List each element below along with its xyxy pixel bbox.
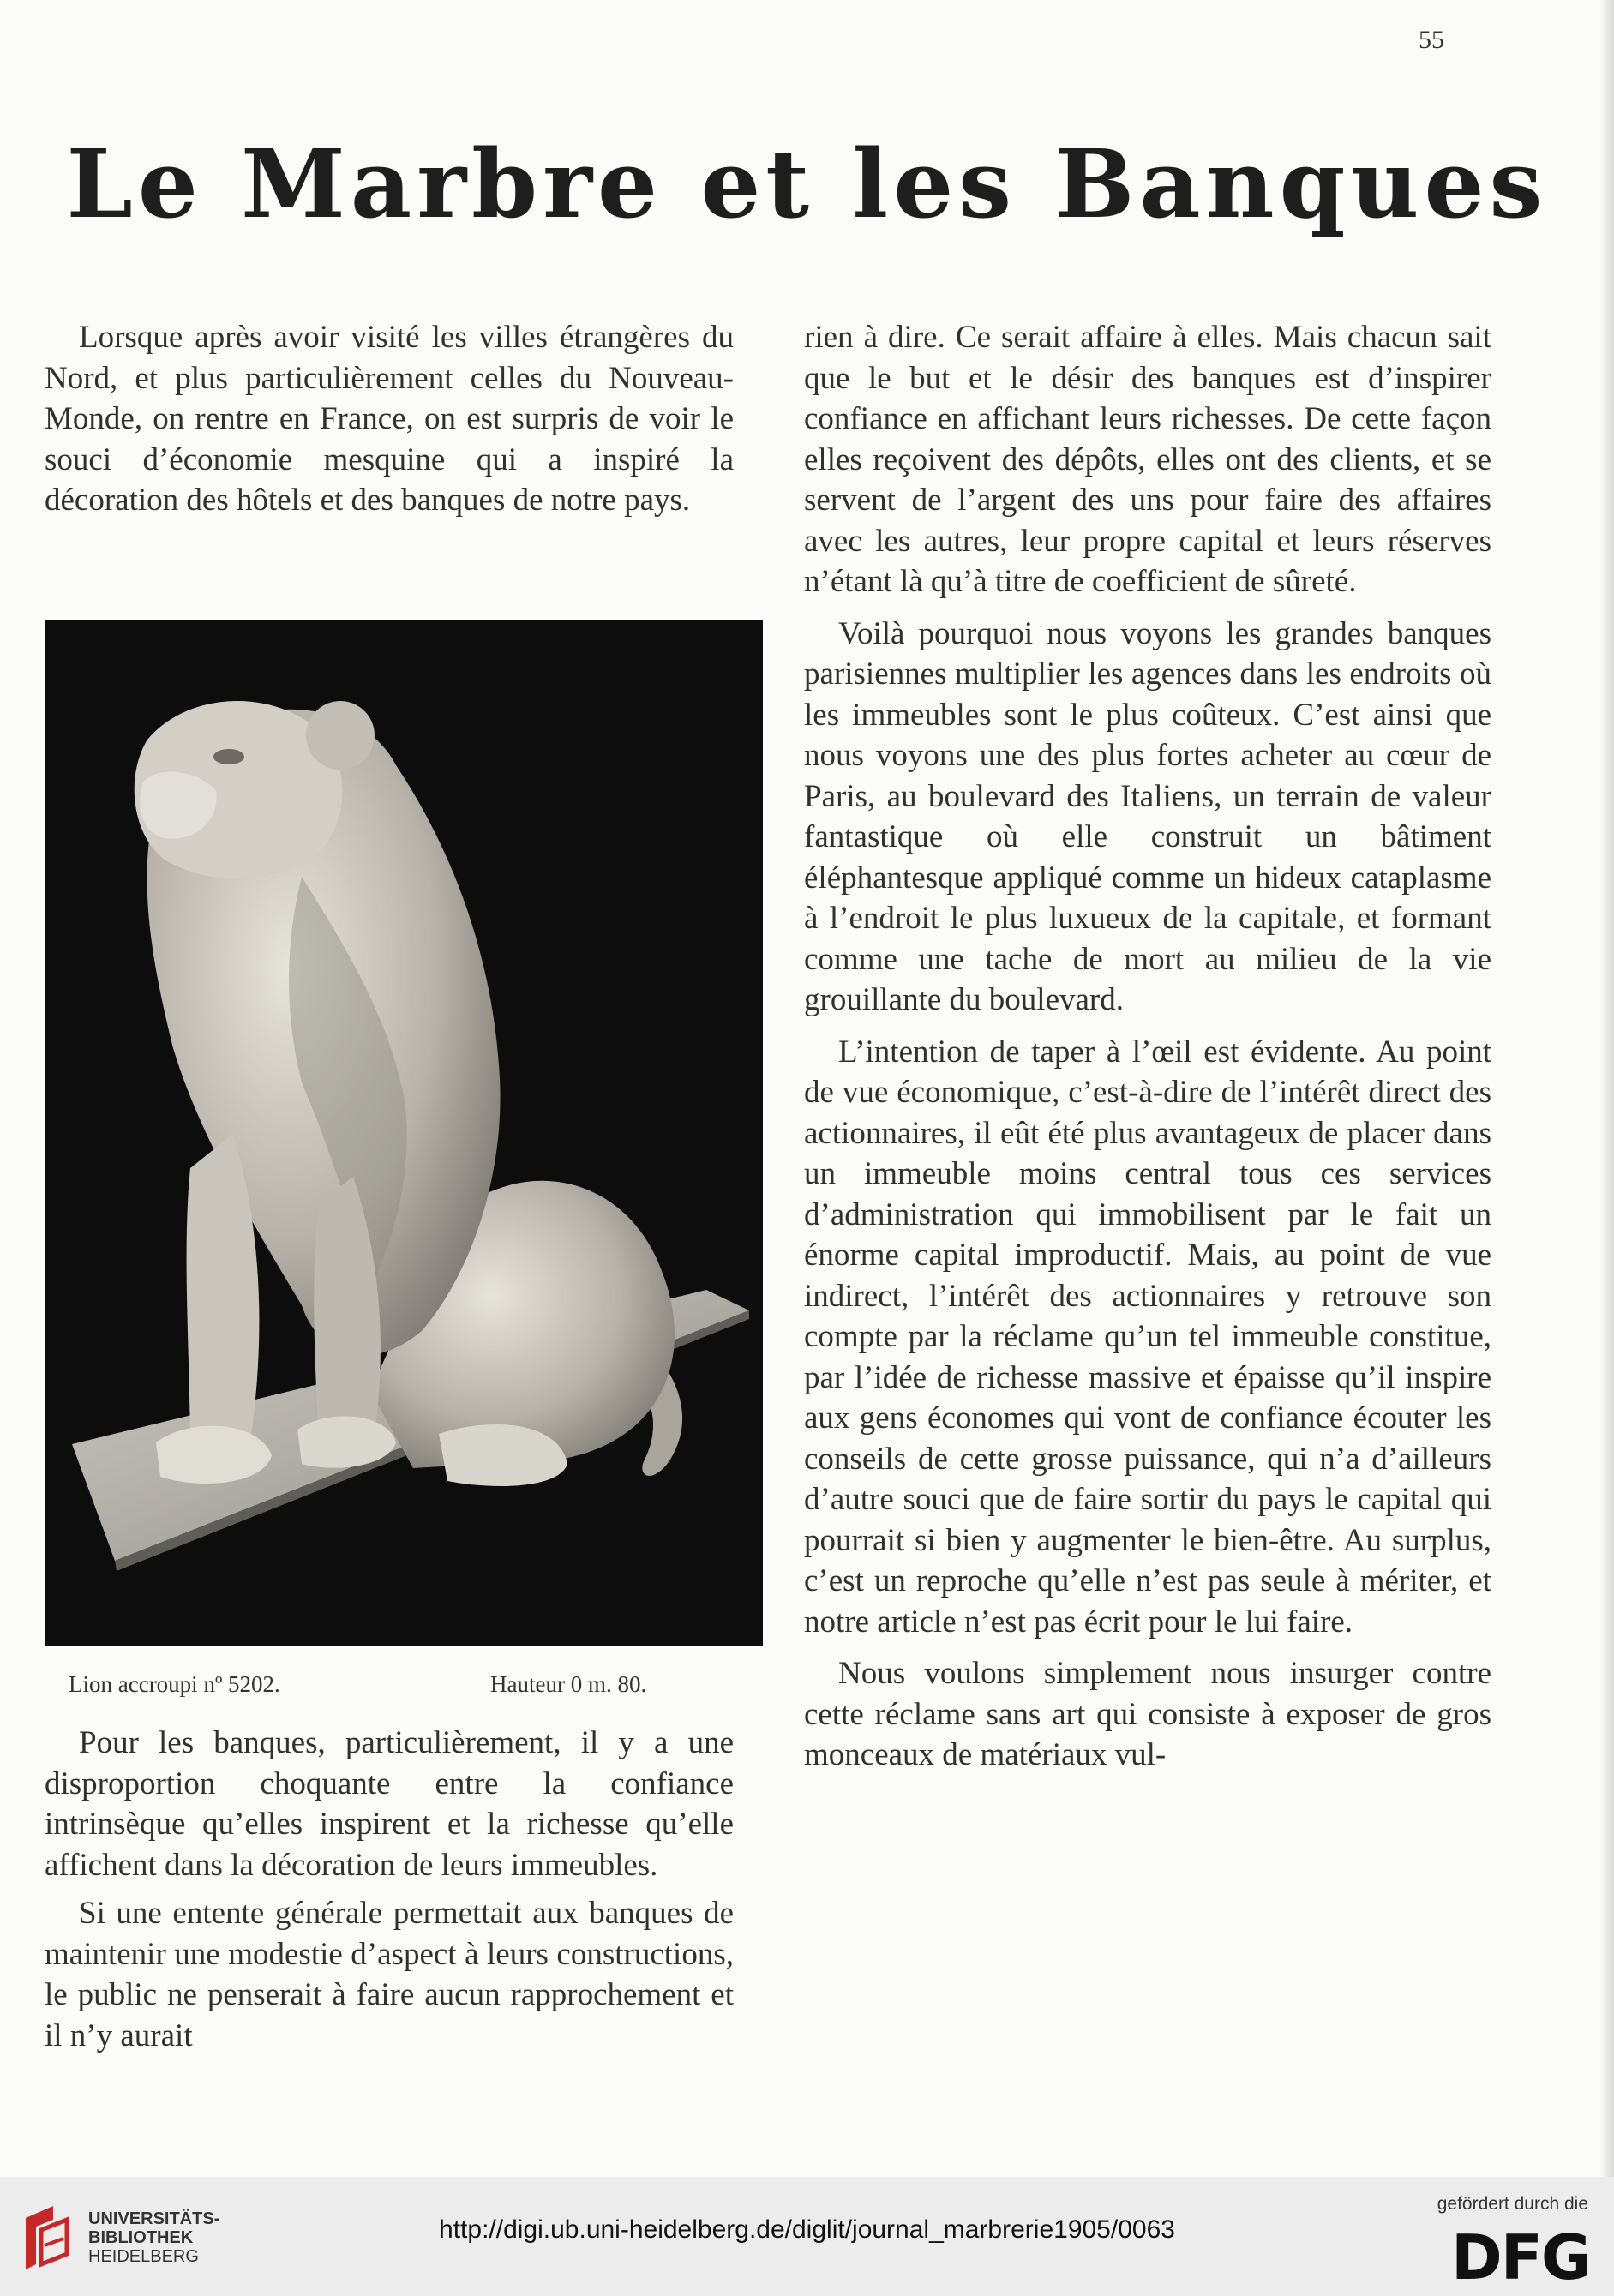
library-name-line: UNIVERSITÄTS- xyxy=(88,2209,220,2228)
library-name-line: BIBLIOTHEK xyxy=(88,2228,194,2247)
dfg-logo: DFG xyxy=(1450,2221,1590,2293)
article-title: Le Marbre et les Banques xyxy=(66,129,1548,239)
lion-eye xyxy=(213,749,244,764)
paragraph: Lorsque après avoir visité les villes étrangères du Nord, et plus particulièrement celles du Nouveau-Monde, on rentre en France, on est surpris de voir le souci d’économie mesquine qui a inspiré la décoration des hôtels et des banques de notre pays. xyxy=(45,320,734,518)
caption-title: Lion accroupi nº 5202. xyxy=(69,1671,280,1697)
page-edge-shadow xyxy=(1599,0,1614,2177)
paragraph: L’intention de taper à l’œil est évidente. Au point de vue économique, c’est-à-dire de l’intérêt direct des actionnaires, il eût été plus avantageux de placer dans un immeuble moins central tous ces services d’administration qui immobilisent par le fait un énorme capital improductif. Mais, au point de vue indirect, l’intérêt des actionnaires y retrouve son compte par la réclame qu’un tel immeuble constitue, par l’idée de richesse massive et épaisse qu’il inspire aux gens économes qui vont de confiance écouter les conseils de cette grosse puissance, qui n’a d’ailleurs d’autre souci que de faire sortir du pays le capital qui pourrait si bien y augmenter le bien-être. Au surplus, c’est un reproche qu’elle n’est pas seule à mériter, et notre article n’est pas écrit pour le lui faire. xyxy=(804,1034,1491,1640)
lion-statue-illustration xyxy=(45,620,763,1646)
left-column-continued xyxy=(45,1723,734,2056)
source-url-link[interactable]: http://digi.ub.uni-heidelberg.de/diglit/journal_marbrerie1905/0063 xyxy=(439,2215,1175,2244)
digitization-footer xyxy=(0,2177,1614,2296)
funded-by-label: gefördert durch die xyxy=(1437,2194,1588,2214)
paragraph: Pour les banques, particulièrement, il y a une disproportion choquante entre la confiance intrinsèque qu’elles inspirent et la richesse qu’elle affichent dans la décoration de leurs immeubles. xyxy=(45,1725,734,1883)
right-column xyxy=(804,317,1491,1776)
paragraph: Voilà pourquoi nous voyons les grandes banques parisiennes multiplier les agences dans les endroits où les immeubles sont le plus coûteux. C’est ainsi que nous voyons une des plus fortes acheter au cœur de Paris, au boulevard des Italiens, un terrain de valeur fantastique où elle construit un bâtiment éléphantesque appliqué comme un hideux cataplasme à l’endroit le plus luxueux de la capitale, et formant comme une tache de mort au milieu de la vie grouillante du boulevard. xyxy=(804,615,1491,1017)
caption-height: Hauteur 0 m. 80. xyxy=(490,1671,647,1697)
lion-statue-photo xyxy=(45,620,763,1646)
library-name-line: HEIDELBERG xyxy=(88,2247,199,2266)
paragraph: Si une entente générale permettait aux banques de maintenir une modestie d’aspect à leurs constructions, le public ne penserait à faire aucun rapprochement et il n’y aurait xyxy=(45,1896,734,2053)
paragraph: rien à dire. Ce serait affaire à elles. Mais chacun sait que le but et le désir des banques est d’inspirer confiance en affichant leurs richesses. De cette façon elles reçoivent des dépôts, elles ont des clients, et se servent de l’argent des uns pour faire des affaires avec les autres, leur propre capital et leurs réserves n’étant là qu’à titre de coefficient de sûreté. xyxy=(804,320,1491,599)
paragraph: Nous voulons simplement nous insurger contre cette réclame sans art qui consiste à exposer de gros monceaux de matériaux vul- xyxy=(804,1656,1491,1772)
page-number: 55 xyxy=(1419,26,1444,54)
lion-ear xyxy=(306,701,375,770)
left-column-intro xyxy=(45,317,734,521)
